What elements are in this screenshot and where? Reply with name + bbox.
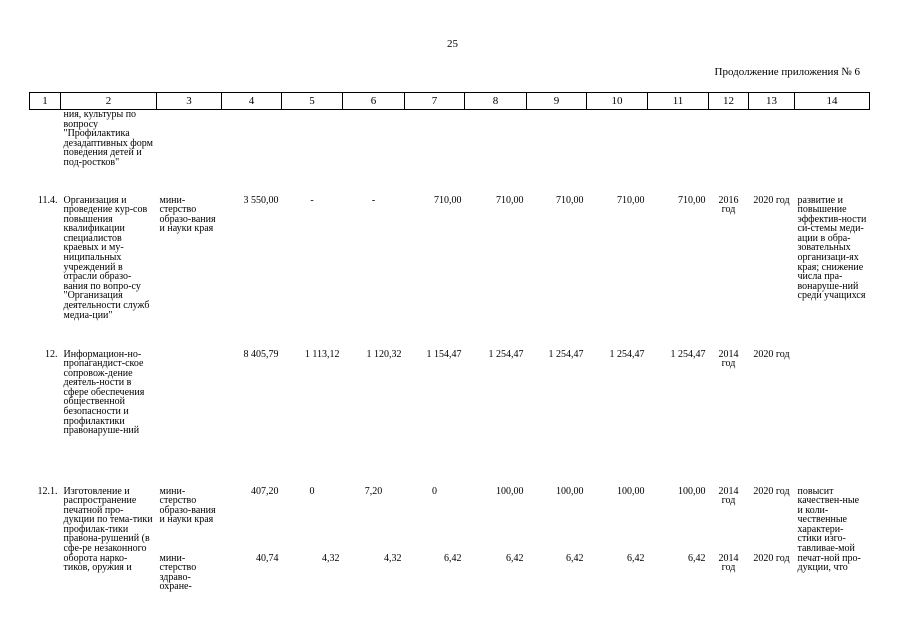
amount-2019: 6,42 <box>627 552 645 564</box>
amount-2018: 710,00 <box>556 194 584 206</box>
total-amount: 8 405,79 <box>243 348 279 360</box>
total-amount: 407,20 <box>251 485 279 497</box>
table-row <box>30 350 870 487</box>
row-number <box>30 110 61 196</box>
row-number: 11.4. <box>37 194 58 206</box>
start-year <box>709 110 749 196</box>
column-number: 8 <box>465 93 527 110</box>
table-row <box>30 487 870 554</box>
end-year: 2020 год <box>753 194 790 206</box>
expected-result <box>795 350 870 487</box>
continuation-label: Продолжение приложения № 6 <box>714 66 860 78</box>
amount-2019: 100,00 <box>617 485 645 497</box>
column-number: 14 <box>795 93 870 110</box>
amount-2015: - <box>371 194 376 206</box>
column-number: 11 <box>648 93 709 110</box>
amount-2018: 1 254,47 <box>548 348 584 360</box>
column-number: 4 <box>222 93 282 110</box>
amount-2017: 1 254,47 <box>488 348 524 360</box>
amount-2020: 100,00 <box>678 485 706 497</box>
column-number: 3 <box>157 93 222 110</box>
amount-2014 <box>282 110 343 196</box>
end-year: 2020 год <box>753 485 790 497</box>
amount-2018: 100,00 <box>556 485 584 497</box>
amount-2014: 0 <box>309 485 315 497</box>
expected-result <box>795 110 870 196</box>
row-number: 12. <box>45 348 58 360</box>
amount-2015: 7,20 <box>364 485 383 497</box>
amount-2018: 6,42 <box>566 552 584 564</box>
executor <box>157 110 222 196</box>
amount-2017: 100,00 <box>496 485 524 497</box>
activity-name: Информацион-но-пропагандист-ское сопровож-дение деятель-ности в сфере обеспечения общественной безопасности и профилактики правонаруше-ний <box>63 348 145 437</box>
amount-2017 <box>465 110 527 196</box>
amount-2019 <box>587 110 648 196</box>
executor: мини-стерство образо-вания и науки края <box>159 194 216 235</box>
expected-result: развитие и повышение эффектив-ности си-стемы меди-ации в обра-зовательных организаци-ях края; снижение числа пра-вонаруше-ний среди учащихся <box>797 194 867 302</box>
total-amount: 40,74 <box>256 552 279 564</box>
executor: мини-стерство образо-вания и науки края <box>159 485 216 526</box>
start-year: 2016 год <box>718 194 739 216</box>
activity-name: Изготовление и распространение печатной про-дукции по тема-тики профилак-тики правона-рушений (в сфе-ре незаконного оборота нарко-тиков, оружия и <box>63 485 153 574</box>
amount-2020: 1 254,47 <box>670 348 706 360</box>
activity-name: ния, культуры по вопросу "Профилактика дезадаптивных форм поведения детей и под-ростков" <box>63 109 153 168</box>
amount-2017: 710,00 <box>496 194 524 206</box>
end-year <box>749 110 795 196</box>
total-amount: 3 550,00 <box>243 194 279 206</box>
column-number: 12 <box>709 93 749 110</box>
table-row <box>30 110 870 196</box>
amount-2020: 710,00 <box>678 194 706 206</box>
column-number-row <box>30 93 870 110</box>
column-number: 9 <box>527 93 587 110</box>
program-table <box>29 92 870 594</box>
amount-2014: - <box>310 194 314 206</box>
executor <box>157 350 222 487</box>
column-number: 5 <box>282 93 343 110</box>
column-number: 10 <box>587 93 648 110</box>
expected-result: повысит качествен-ные и коли-чественные характери-стики изго-тавливае-мой печат-ной про-дукции, что <box>797 485 861 574</box>
end-year: 2020 год <box>753 348 790 360</box>
amount-2015: 4,32 <box>384 552 402 564</box>
end-year: 2020 год <box>753 552 790 564</box>
page-number: 25 <box>447 38 458 50</box>
column-number: 13 <box>749 93 795 110</box>
amount-2019: 710,00 <box>617 194 645 206</box>
amount-2017: 6,42 <box>506 552 524 564</box>
amount-2015: 1 120,32 <box>366 348 402 360</box>
row-number: 12.1. <box>37 485 58 497</box>
amount-2014: 1 113,12 <box>304 348 340 360</box>
amount-2020 <box>648 110 709 196</box>
amount-2020: 6,42 <box>688 552 706 564</box>
start-year: 2014 год <box>718 485 739 507</box>
start-year: 2014 год <box>718 552 739 574</box>
column-number: 1 <box>30 93 61 110</box>
table-row <box>30 196 870 350</box>
amount-2019: 1 254,47 <box>609 348 645 360</box>
amount-2014: 4,32 <box>322 552 340 564</box>
amount-2018 <box>527 110 587 196</box>
column-number: 6 <box>343 93 405 110</box>
executor: мини-стерство здраво-охране- <box>159 552 197 593</box>
column-number: 7 <box>405 93 465 110</box>
amount-2016: 0 <box>432 485 437 497</box>
start-year: 2014 год <box>718 348 739 370</box>
amount-2016: 6,42 <box>444 552 462 564</box>
amount-2015 <box>343 110 405 196</box>
column-number: 2 <box>61 93 157 110</box>
amount-2016 <box>405 110 465 196</box>
amount-2016: 710,00 <box>434 194 462 206</box>
total-amount <box>222 110 282 196</box>
activity-name: Организация и проведение кур-сов повышения квалификации специалистов краевых и му-ниципальных учреждений в отрасли образо-вания по вопро-су "Организация деятельности служб медиа-ции" <box>63 194 150 321</box>
amount-2016: 1 154,47 <box>426 348 462 360</box>
